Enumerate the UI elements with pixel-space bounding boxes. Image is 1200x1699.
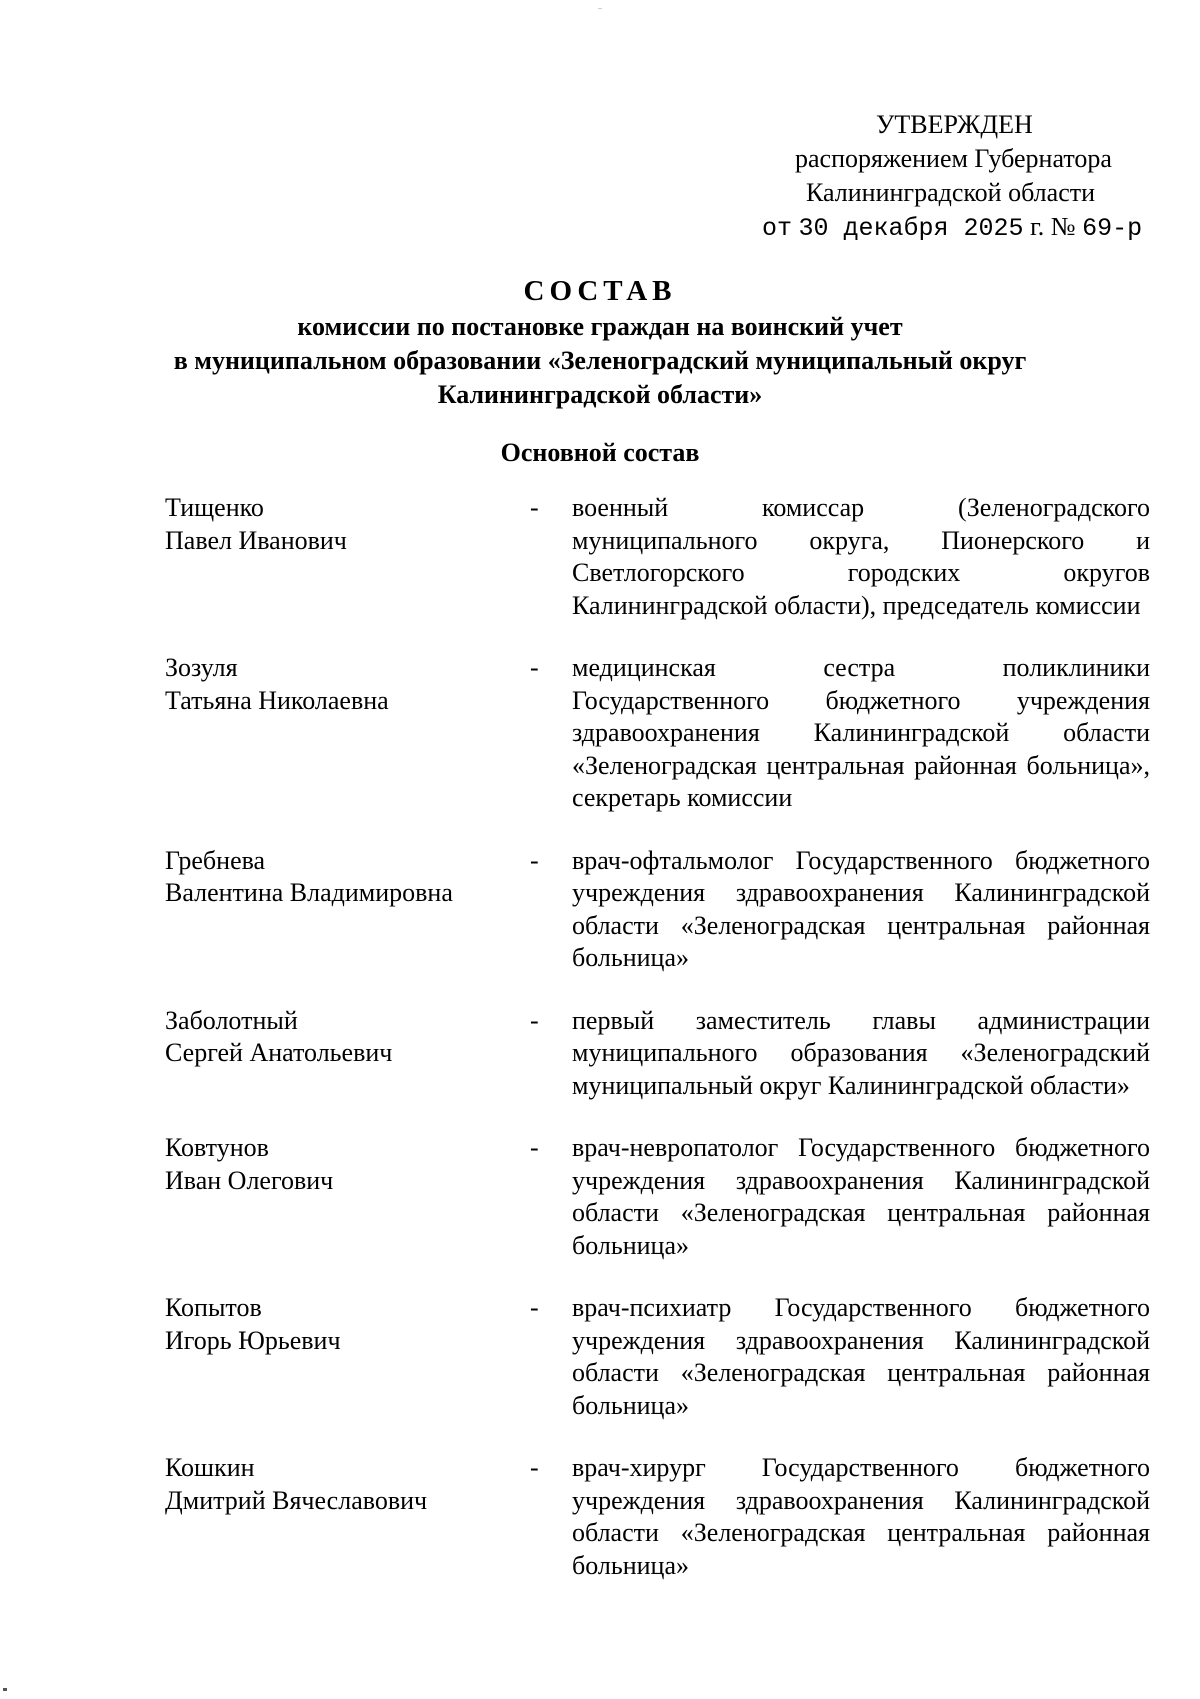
- member-row: [165, 492, 1150, 622]
- member-dash: -: [530, 493, 539, 522]
- member-name: [165, 845, 530, 910]
- member-given-names: Дмитрий Вячеславович: [165, 1485, 428, 1515]
- approval-block: [700, 108, 1143, 246]
- member-name: [165, 492, 530, 557]
- member-dash: -: [530, 653, 539, 682]
- member-dash: -: [530, 1133, 539, 1162]
- member-dash: -: [530, 1005, 539, 1035]
- approval-region-line: Калининградской области: [806, 178, 1096, 207]
- member-surname: Кошкин: [165, 1453, 255, 1482]
- member-role: врач-невропатолог Государственного бюджетного учреждения здравоохранения Калининградской области «Зеленоградская центральная районная больница»: [572, 1133, 1150, 1260]
- member-row: [165, 1132, 1150, 1262]
- member-surname: Гребнева: [165, 845, 266, 875]
- member-role: врач-психиатр Государственного бюджетного учреждения здравоохранения Калининградской области «Зеленоградская центральная районная больница»: [572, 1293, 1150, 1420]
- member-role: первый заместитель главы администрации муниципального образования «Зеленоградский муниципальный округ Калининградской области»: [572, 1005, 1150, 1100]
- member-dash: -: [530, 1293, 539, 1322]
- scan-dot: [3, 1688, 7, 1691]
- document-title: СОСТАВ: [523, 275, 677, 307]
- member-role: медицинская сестра поликлиники Государственного бюджетного учреждения здравоохранения Калининградской области «Зеленоградская центральная районная больница», секретарь комиссии: [572, 653, 1150, 812]
- member-given-names: Павел Иванович: [165, 525, 347, 555]
- member-given-names: Сергей Анатольевич: [165, 1038, 393, 1067]
- member-name: [165, 1452, 530, 1517]
- approval-date-line: [700, 210, 1143, 246]
- member-given-names: Татьяна Николаевна: [165, 685, 389, 715]
- member-role: военный комиссар (Зеленоградского муниципального округа, Пионерского и Светлогорского городских округов Калининградской области), председатель комиссии: [572, 493, 1150, 620]
- date-prefix: от: [762, 214, 793, 243]
- member-given-names: Иван Олегович: [165, 1165, 334, 1195]
- member-name: [165, 1132, 530, 1197]
- member-row: [165, 1005, 1150, 1103]
- member-role: врач-хирург Государственного бюджетного учреждения здравоохранения Калининградской области «Зеленоградская центральная районная больница»: [572, 1453, 1150, 1580]
- member-name: [165, 652, 530, 717]
- scan-mark: [598, 8, 602, 9]
- member-dash: -: [530, 1453, 539, 1482]
- member-row: [165, 1292, 1150, 1422]
- member-row: [165, 652, 1150, 815]
- member-row: [165, 845, 1150, 975]
- document-heading: [120, 272, 1080, 412]
- member-name: [165, 1005, 530, 1070]
- member-role: врач-офтальмолог Государственного бюджетного учреждения здравоохранения Калининградской области «Зеленоградская центральная районная больница»: [572, 845, 1150, 972]
- member-given-names: Валентина Владимировна: [165, 878, 453, 907]
- member-row: [165, 1452, 1150, 1582]
- member-surname: Копытов: [165, 1293, 262, 1322]
- member-surname: Заболотный: [165, 1005, 298, 1035]
- approval-order-line: распоряжением Губернатора: [795, 144, 1112, 173]
- member-dash: -: [530, 845, 539, 875]
- section-title: Основной состав: [500, 438, 700, 467]
- heading-line-3: Калининградской области»: [437, 380, 763, 409]
- date-value: 30 декабря 2025: [798, 214, 1024, 243]
- member-name: [165, 1292, 530, 1357]
- approval-title: УТВЕРЖДЕН: [876, 110, 1033, 139]
- member-surname: Ковтунов: [165, 1133, 269, 1162]
- member-surname: Зозуля: [165, 653, 238, 682]
- heading-line-2: в муниципальном образовании «Зеленоградский муниципальный округ: [173, 346, 1027, 375]
- order-number: 69-р: [1082, 214, 1143, 243]
- member-given-names: Игорь Юрьевич: [165, 1325, 341, 1355]
- heading-line-1: комиссии по постановке граждан на воинский учет: [297, 312, 903, 341]
- members-list: [165, 492, 1150, 1612]
- date-suffix: г. №: [1030, 212, 1076, 241]
- member-surname: Тищенко: [165, 493, 264, 522]
